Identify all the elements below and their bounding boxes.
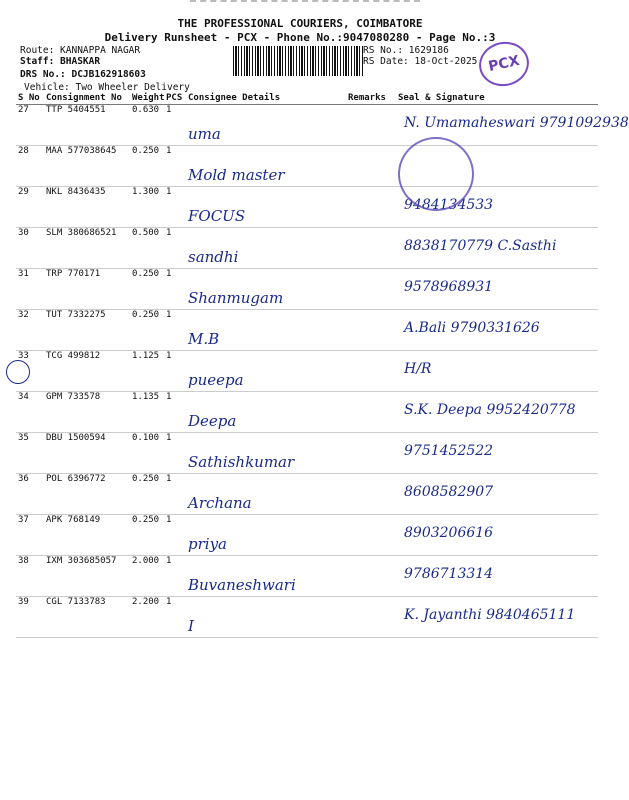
cell-consignee	[186, 146, 346, 187]
cell-sno: 27	[16, 105, 44, 146]
cell-weight: 0.100	[130, 433, 164, 474]
consignee-name: Buvaneshwari	[188, 576, 296, 594]
cell-pcs: 1	[164, 310, 186, 351]
col-pcs: PCS	[164, 92, 186, 105]
signature-text: K. Jayanthi 9840465111	[404, 607, 576, 623]
table-row	[16, 351, 598, 392]
cell-pcs: 1	[164, 597, 186, 638]
cell-sno: 33	[16, 351, 44, 392]
cell-sno: 32	[16, 310, 44, 351]
table-row	[16, 433, 598, 474]
cell-signature	[396, 269, 598, 310]
consignee-name: Sathishkumar	[188, 453, 295, 471]
cell-weight: 1.135	[130, 392, 164, 433]
top-edge	[190, 0, 420, 8]
route-label: Route: KANNAPPA NAGAR	[20, 45, 141, 56]
cell-weight: 0.250	[130, 146, 164, 187]
cell-sno: 34	[16, 392, 44, 433]
pcx-stamp: PCX	[475, 37, 533, 90]
cell-consignee	[186, 556, 346, 597]
cell-sno: 39	[16, 597, 44, 638]
cell-remarks	[346, 556, 396, 597]
cell-weight: 2.200	[130, 597, 164, 638]
consignee-name: I	[188, 617, 194, 635]
signature-text: 9484134533	[404, 197, 494, 213]
signature-text: 8608582907	[404, 484, 494, 500]
cell-pcs: 1	[164, 392, 186, 433]
cell-signature	[396, 474, 598, 515]
signature-text: N. Umamaheswari 9791092938	[404, 115, 629, 131]
signature-text: 8838170779 C.Sasthi	[404, 238, 557, 254]
cell-consignment: GPM 733578	[44, 392, 130, 433]
rs-number: RS No.: 1629186	[363, 45, 449, 56]
table-row	[16, 269, 598, 310]
cell-signature	[396, 228, 598, 269]
signature-text: S.K. Deepa 9952420778	[404, 402, 576, 418]
col-consignee: Consignee Details	[186, 92, 346, 105]
table-row	[16, 146, 598, 187]
col-remarks: Remarks	[346, 92, 396, 105]
table-row	[16, 392, 598, 433]
cell-signature	[396, 556, 598, 597]
cell-remarks	[346, 392, 396, 433]
cell-sno: 31	[16, 269, 44, 310]
drs-label: DRS No.: DCJB162918603	[20, 69, 146, 80]
cell-weight: 0.250	[130, 515, 164, 556]
cell-pcs: 1	[164, 228, 186, 269]
cell-remarks	[346, 351, 396, 392]
table-row	[16, 597, 598, 638]
cell-remarks	[346, 105, 396, 146]
cell-weight: 1.125	[130, 351, 164, 392]
cell-signature	[396, 433, 598, 474]
cell-consignment: SLM 380686521	[44, 228, 130, 269]
company-title: THE PROFESSIONAL COURIERS, COIMBATORE	[177, 17, 423, 30]
consignee-name: M.B	[188, 330, 220, 348]
cell-remarks	[346, 474, 396, 515]
table-header	[16, 92, 598, 105]
cell-consignment: TCG 499812	[44, 351, 130, 392]
cell-pcs: 1	[164, 187, 186, 228]
cell-pcs: 1	[164, 105, 186, 146]
consignee-name: pueepa	[188, 371, 244, 389]
consignee-name: Deepa	[188, 412, 237, 430]
cell-remarks	[346, 187, 396, 228]
vehicle-label: Vehicle: Two Wheeler Delivery	[24, 82, 190, 93]
cell-sno: 38	[16, 556, 44, 597]
cell-remarks	[346, 310, 396, 351]
cell-consignment: TRP 770171	[44, 269, 130, 310]
cell-signature	[396, 351, 598, 392]
consignee-name: sandhi	[188, 248, 239, 266]
table-row	[16, 228, 598, 269]
cell-sno: 28	[16, 146, 44, 187]
signature-text: 9786713314	[404, 566, 494, 582]
cell-remarks	[346, 515, 396, 556]
consignee-name: priya	[188, 535, 227, 553]
col-sno: S No	[16, 92, 44, 105]
staff-label: Staff: BHASKAR	[20, 56, 101, 67]
cell-consignment: TUT 7332275	[44, 310, 130, 351]
table-row	[16, 474, 598, 515]
cell-signature	[396, 515, 598, 556]
signature-text: A.Bali 9790331626	[404, 320, 540, 336]
cell-consignee	[186, 187, 346, 228]
cell-consignment: IXM 303685057	[44, 556, 130, 597]
cell-consignment: POL 6396772	[44, 474, 130, 515]
cell-pcs: 1	[164, 515, 186, 556]
cell-sno: 36	[16, 474, 44, 515]
cell-weight: 0.250	[130, 474, 164, 515]
barcode	[233, 46, 363, 76]
consignee-name: Mold master	[188, 166, 285, 184]
masters-seal-stamp	[398, 137, 474, 211]
cell-consignee	[186, 515, 346, 556]
cell-remarks	[346, 269, 396, 310]
signature-text: 8903206616	[404, 525, 494, 541]
consignee-name: FOCUS	[188, 207, 246, 225]
signature-text: 9751452522	[404, 443, 494, 459]
table-row	[16, 515, 598, 556]
col-signature: Seal & Signature	[396, 92, 598, 105]
rs-date: RS Date: 18-Oct-2025	[363, 56, 478, 67]
cell-pcs: 1	[164, 269, 186, 310]
cell-weight: 1.300	[130, 187, 164, 228]
consignee-name: uma	[188, 125, 221, 143]
row-33-circle-mark	[6, 360, 30, 384]
cell-sno: 37	[16, 515, 44, 556]
cell-consignee	[186, 392, 346, 433]
signature-text: 9578968931	[404, 279, 494, 295]
cell-pcs: 1	[164, 474, 186, 515]
cell-weight: 0.500	[130, 228, 164, 269]
cell-consignment: MAA 577038645	[44, 146, 130, 187]
cell-consignment: TTP 5404551	[44, 105, 130, 146]
cell-weight: 2.000	[130, 556, 164, 597]
consignee-name: Shanmugam	[188, 289, 284, 307]
cell-remarks	[346, 597, 396, 638]
table-row	[16, 310, 598, 351]
cell-remarks	[346, 433, 396, 474]
cell-remarks	[346, 228, 396, 269]
cell-signature	[396, 392, 598, 433]
cell-consignee	[186, 105, 346, 146]
cell-consignee	[186, 269, 346, 310]
col-consignment: Consignment No	[44, 92, 130, 105]
cell-remarks	[346, 146, 396, 187]
cell-weight: 0.630	[130, 105, 164, 146]
cell-signature	[396, 310, 598, 351]
signature-text: H/R	[404, 361, 432, 377]
cell-pcs: 1	[164, 556, 186, 597]
cell-consignee	[186, 433, 346, 474]
cell-consignee	[186, 351, 346, 392]
col-weight: Weight	[132, 93, 165, 103]
cell-consignee	[186, 228, 346, 269]
runsheet-table	[16, 92, 629, 638]
table-row	[16, 187, 598, 228]
cell-sno: 30	[16, 228, 44, 269]
cell-weight: 0.250	[130, 310, 164, 351]
cell-pcs: 1	[164, 146, 186, 187]
cell-sno: 29	[16, 187, 44, 228]
cell-consignment: APK 768149	[44, 515, 130, 556]
table-row	[16, 556, 598, 597]
cell-weight: 0.250	[130, 269, 164, 310]
table-row	[16, 105, 598, 146]
cell-consignment: NKL 8436435	[44, 187, 130, 228]
cell-pcs: 1	[164, 351, 186, 392]
cell-sno: 35	[16, 433, 44, 474]
cell-consignment: CGL 7133783	[44, 597, 130, 638]
runsheet-subtitle: Delivery Runsheet - PCX - Phone No.:9047080280 - Page No.:3	[104, 31, 496, 44]
cell-consignee	[186, 597, 346, 638]
consignee-name: Archana	[188, 494, 252, 512]
cell-consignment: DBU 1500594	[44, 433, 130, 474]
cell-signature	[396, 597, 598, 638]
cell-pcs: 1	[164, 433, 186, 474]
cell-consignee	[186, 474, 346, 515]
cell-consignee	[186, 310, 346, 351]
